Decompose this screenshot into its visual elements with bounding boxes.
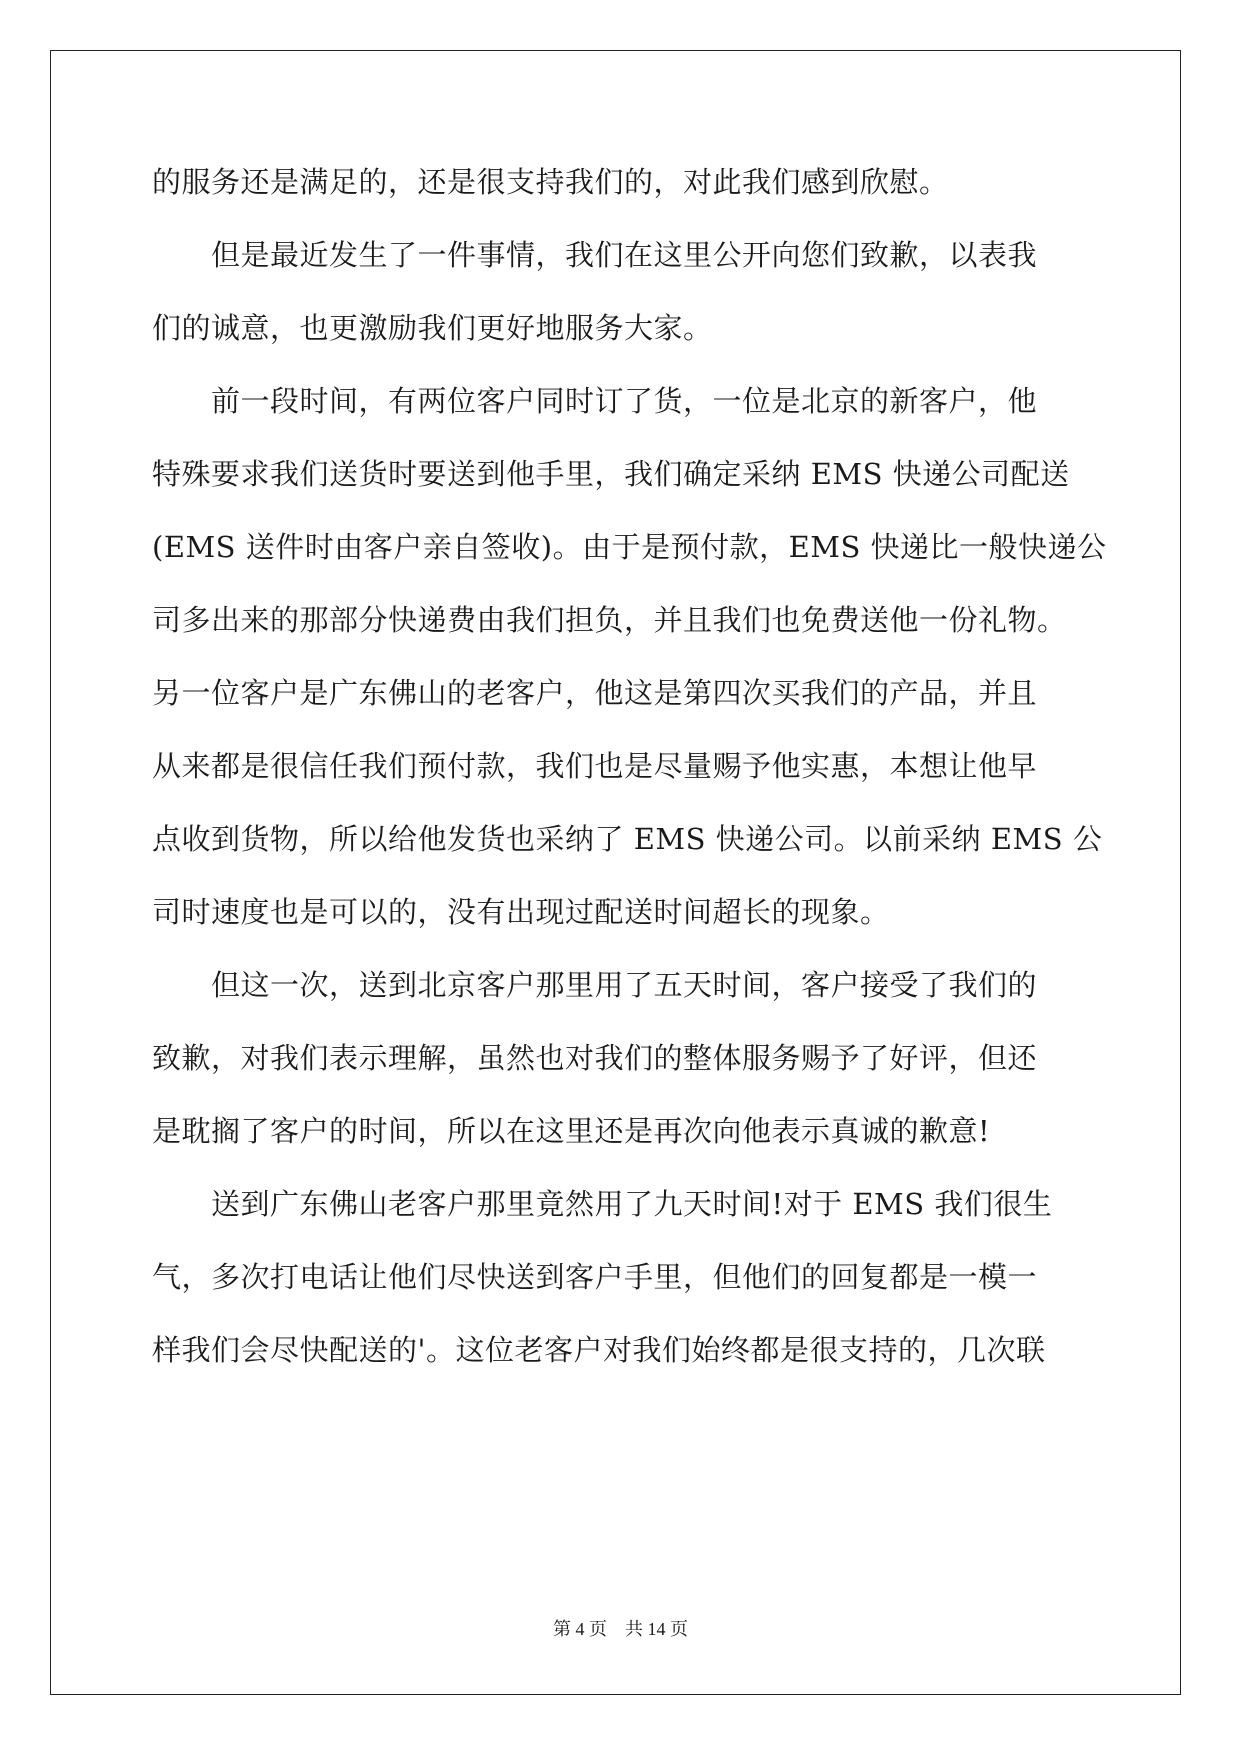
text-line: 但是最近发生了一件事情，我们在这里公开向您们致歉，以表我 bbox=[152, 238, 1038, 272]
text-line: 送到广东佛山老客户那里竟然用了九天时间!对于 EMS 我们很生 bbox=[152, 1187, 1053, 1221]
text-line: 的服务还是满足的，还是很支持我们的，对此我们感到欣慰。 bbox=[152, 165, 949, 199]
text-line: 致歉，对我们表示理解，虽然也对我们的整体服务赐予了好评，但还 bbox=[152, 1041, 1038, 1075]
text-line: 点收到货物，所以给他发货也采纳了 EMS 快递公司。以前采纳 EMS 公 bbox=[152, 822, 1103, 856]
text-line: 但这一次，送到北京客户那里用了五天时间，客户接受了我们的 bbox=[152, 968, 1038, 1002]
text-line: 司时速度也是可以的，没有出现过配送时间超长的现象。 bbox=[152, 895, 890, 929]
text-line: 另一位客户是广东佛山的老客户，他这是第四次买我们的产品，并且 bbox=[152, 676, 1038, 710]
text-line: 前一段时间，有两位客户同时订了货，一位是北京的新客户，他 bbox=[152, 384, 1038, 418]
text-line: 司多出来的那部分快递费由我们担负，并且我们也免费送他一份礼物。 bbox=[152, 603, 1067, 637]
page-number-footer: 第 4 页 共 14 页 bbox=[553, 1619, 688, 1639]
text-line: 样我们会尽快配送的'。这位老客户对我们始终都是很支持的，几次联 bbox=[152, 1333, 1046, 1367]
text-line: 特殊要求我们送货时要送到他手里，我们确定采纳 EMS 快递公司配送 bbox=[152, 457, 1070, 491]
text-line: 从来都是很信任我们预付款，我们也是尽量赐予他实惠，本想让他早 bbox=[152, 749, 1038, 783]
page-border bbox=[50, 50, 1181, 1695]
text-line: 们的诚意，也更激励我们更好地服务大家。 bbox=[152, 311, 713, 345]
text-line: 气，多次打电话让他们尽快送到客户手里，但他们的回复都是一模一 bbox=[152, 1260, 1038, 1294]
text-line: (EMS 送件时由客户亲自签收)。由于是预付款，EMS 快递比一般快递公 bbox=[152, 530, 1107, 564]
text-line: 是耽搁了客户的时间，所以在这里还是再次向他表示真诚的歉意! bbox=[152, 1114, 991, 1148]
